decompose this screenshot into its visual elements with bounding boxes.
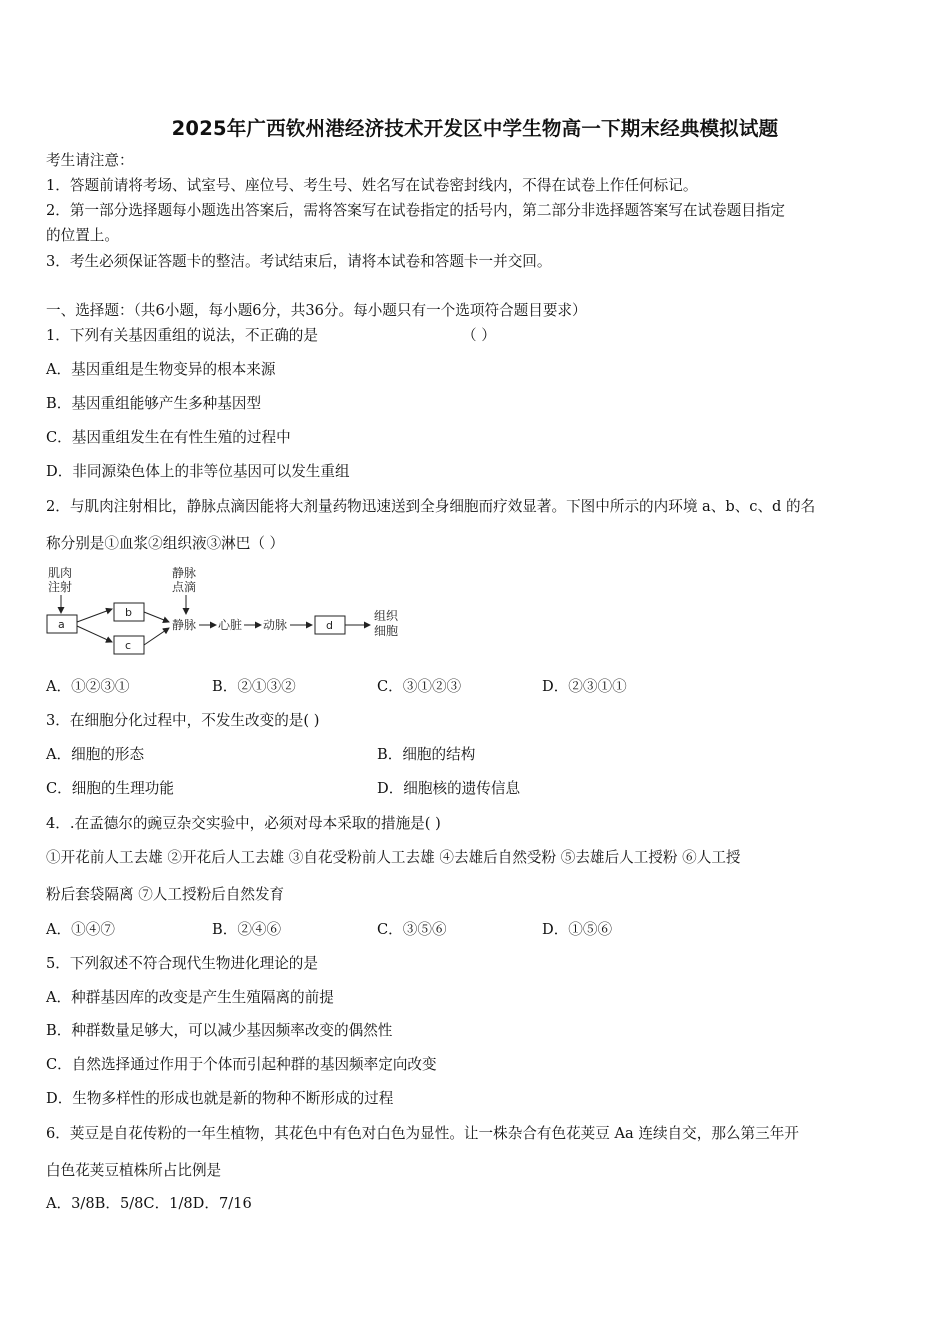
label-tissue-cell-1: 组织 (374, 609, 399, 623)
q6-stem-line1: 6．荚豆是自花传粉的一年生植物，其花色中有色对白色为显性。让一株杂合有色花荚豆 Aa 连续自交，那么第三年开 (46, 1125, 799, 1142)
notice-item-2-cont: 的位置上。 (46, 227, 119, 244)
q4-option-c: C．③⑤⑥ (377, 921, 447, 938)
q4-stem: 4．.在孟德尔的豌豆杂交实验中，必须对母本采取的措施是( ) (46, 815, 441, 832)
q1-option-a: A．基因重组是生物变异的根本来源 (46, 361, 276, 378)
notice-heading: 考生请注意： (46, 152, 134, 169)
label-muscle-injection-2: 注射 (48, 580, 73, 594)
label-tissue-cell-2: 细胞 (374, 624, 399, 638)
label-heart: 心脏 (218, 618, 243, 632)
box-d-label: d (326, 619, 333, 632)
q2-option-d: D．②③①① (542, 678, 627, 695)
q5-option-b: B．种群数量足够大，可以减少基因频率改变的偶然性 (46, 1022, 393, 1039)
q1-answer-paren: （ ） (462, 327, 496, 344)
q4-measures-line1: ①开花前人工去雄 ②开花后人工去雄 ③自花受粉前人工去雄 ④去雄后自然受粉 ⑤去雄后人工授粉 ⑥人工授 (46, 849, 741, 866)
q5-option-d: D．生物多样性的形成也就是新的物种不断形成的过程 (46, 1090, 394, 1107)
label-artery: 动脉 (263, 618, 288, 632)
q2-option-a: A．①②③① (46, 678, 130, 695)
q6-options: A．3/8B．5/8C．1/8D．7/16 (46, 1195, 252, 1212)
q4-measures-line2: 粉后套袋隔离 ⑦人工授粉后自然发育 (46, 886, 285, 903)
label-iv-drip-2: 点滴 (172, 580, 197, 594)
notice-item-3: 3．考生必须保证答题卡的整洁。考试结束后，请将本试卷和答题卡一并交回。 (46, 253, 552, 270)
box-c-label: c (125, 639, 132, 652)
q3-stem: 3．在细胞分化过程中，不发生改变的是( ) (46, 712, 320, 729)
q5-option-a: A．种群基因库的改变是产生生殖隔离的前提 (46, 989, 334, 1006)
q1-option-d: D．非同源染色体上的非等位基因可以发生重组 (46, 463, 350, 480)
q2-option-b: B．②①③② (212, 678, 296, 695)
label-iv-drip-1: 静脉 (172, 566, 197, 580)
q3-option-d: D．细胞核的遗传信息 (377, 780, 521, 797)
box-b-label: b (125, 606, 132, 619)
notice-item-1: 1．答题前请将考场、试室号、座位号、考生号、姓名写在试卷密封线内，不得在试卷上作任何标记。 (46, 177, 698, 194)
q1-option-b: B．基因重组能够产生多种基因型 (46, 395, 262, 412)
q2-circulation-diagram (44, 562, 414, 662)
q2-stem-line2: 称分别是①血浆②组织液③淋巴（ ） (46, 535, 285, 552)
q6-stem-line2: 白色花荚豆植株所占比例是 (46, 1162, 222, 1179)
q5-option-c: C．自然选择通过作用于个体而引起种群的基因频率定向改变 (46, 1056, 437, 1073)
label-muscle-injection-1: 肌肉 (48, 566, 73, 580)
label-vein: 静脉 (172, 618, 197, 632)
section-heading: 一、选择题：（共6小题，每小题6分，共36分。每小题只有一个选项符合题目要求） (46, 302, 587, 319)
q1-stem: 1．下列有关基因重组的说法，不正确的是 (46, 327, 318, 344)
notice-item-2: 2．第一部分选择题每小题选出答案后，需将答案写在试卷指定的括号内，第二部分非选择题答案写在试卷题目指定 (46, 202, 785, 219)
q2-stem-line1: 2．与肌肉注射相比，静脉点滴因能将大剂量药物迅速送到全身细胞而疗效显著。下图中所示的内环境 a、b、c、d 的名 (46, 498, 816, 515)
q4-option-d: D．①⑤⑥ (542, 921, 613, 938)
q3-option-b: B．细胞的结构 (377, 746, 476, 763)
q2-option-c: C．③①②③ (377, 678, 462, 695)
exam-title: 2025年广西钦州港经济技术开发区中学生物高一下期末经典模拟试题 (171, 117, 779, 140)
q4-option-a: A．①④⑦ (46, 921, 115, 938)
q3-option-a: A．细胞的形态 (46, 746, 145, 763)
box-a-label: a (58, 618, 65, 631)
q1-option-c: C．基因重组发生在有性生殖的过程中 (46, 429, 291, 446)
q3-option-c: C．细胞的生理功能 (46, 780, 174, 797)
q4-option-b: B．②④⑥ (212, 921, 282, 938)
q5-stem: 5．下列叙述不符合现代生物进化理论的是 (46, 955, 318, 972)
